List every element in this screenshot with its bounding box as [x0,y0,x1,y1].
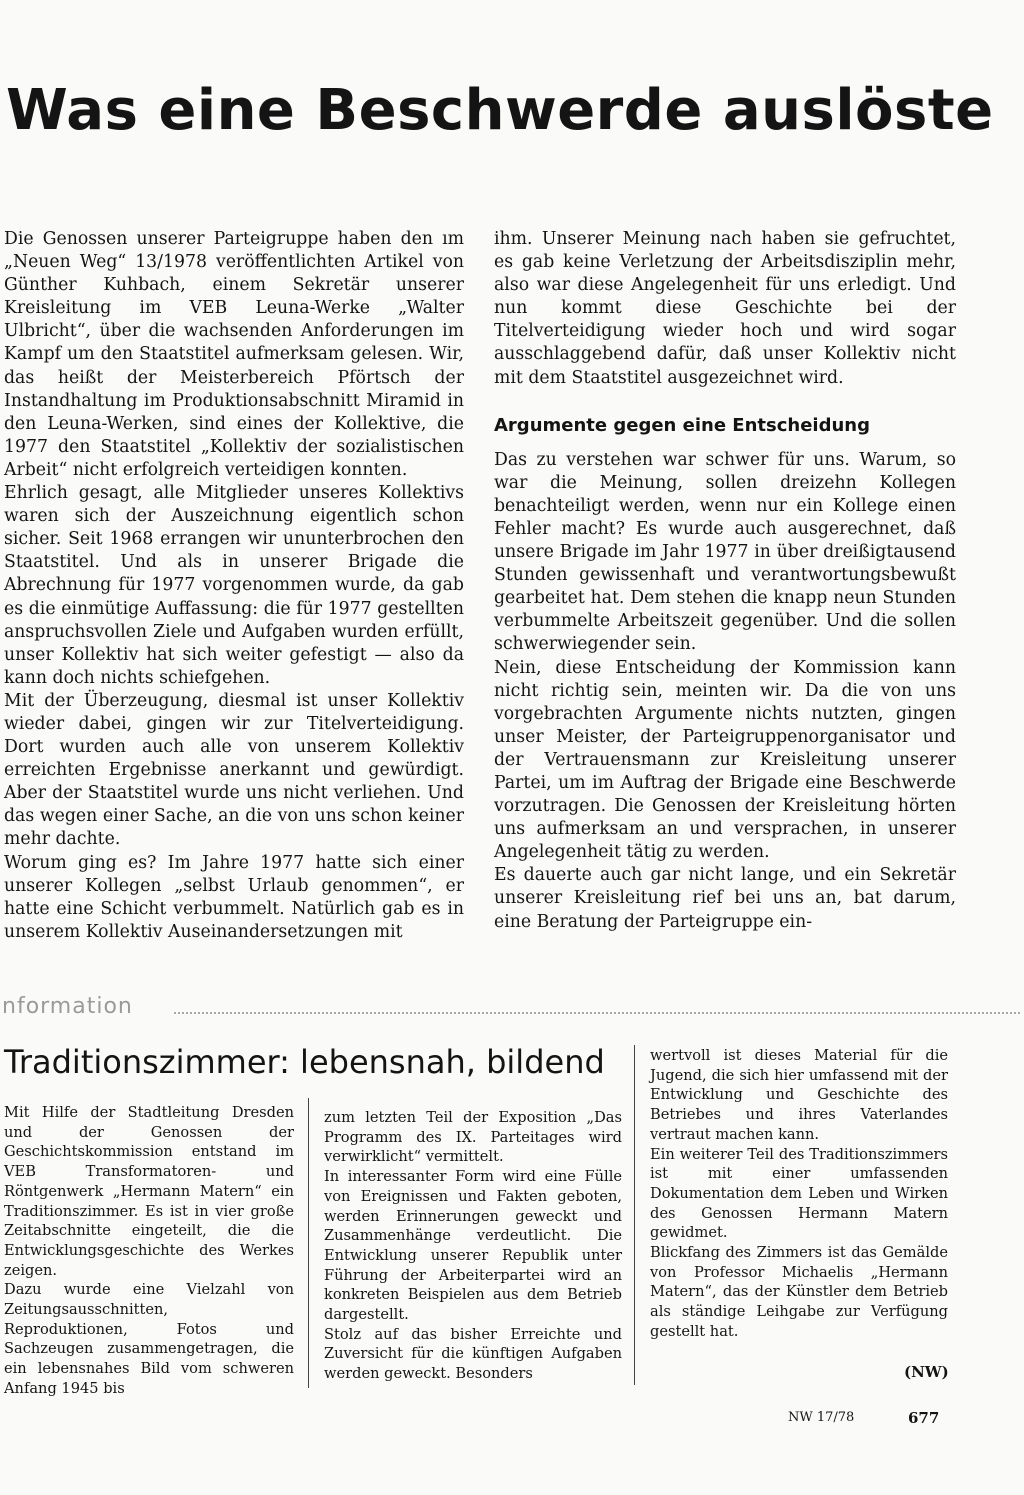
information-paragraph: In interessanter Form wird eine Fülle von Ereignissen und Fakten geboten, werden Erinnerungen geweckt und Zusammenhänge verdeutlicht. Die Entwicklung unserer Republik unter Führung der Arbeiterpartei wird an konkreten Beispielen aus dem Betrieb dargestellt. [324,1168,622,1324]
article-paragraph: ihm. Unserer Meinung nach haben sie gefruchtet, es gab keine Verletzung der Arbeitsdisziplin mehr, also war diese Angelegenheit für uns erledigt. Und nun kommt diese Geschichte bei der Titelverteidigung wieder hoch und wird sogar ausschlaggebend dafür, daß unser Kollektiv nicht mit dem Staatstitel ausgezeichnet wird. [494,229,956,388]
information-paragraph: zum letzten Teil der Exposition „Das Programm des IX. Parteitages wird verwirklicht“ vermittelt. [324,1109,622,1166]
column-rule [308,1098,309,1388]
column-rule [634,1045,635,1385]
article-paragraph: Es dauerte auch gar nicht lange, und ein Sekretär unserer Kreisleitung rief bei uns an, bat darum, eine Beratung der Parteigruppe ein- [494,865,956,932]
information-column-2 [324,1108,622,1384]
information-paragraph: Mit Hilfe der Stadtleitung Dresden und der Genossen der Geschichtskommission entstand im VEB Transformatoren- und Röntgenwerk „Hermann Matern“ ein Traditionszimmer. Es ist in vier große Zeitabschnitte eingeteilt, die die Entwicklungsgeschichte des Werkes zeigen. [4,1104,294,1279]
information-title: Traditionszimmer: lebensnah, bildend [4,1043,605,1081]
divider-line [174,1012,1020,1016]
information-column-3 [650,1046,948,1342]
issue-reference: NW 17/78 [788,1410,855,1425]
article-paragraph: Worum ging es? Im Jahre 1977 hatte sich einer unserer Kollegen „selbst Urlaub genommen“, er hatte eine Schicht verbummelt. Natürlich gab es in unserem Kollektiv Auseinandersetzungen mit [4,852,464,942]
article-column-1 [4,228,464,944]
article-paragraph: Die Genossen unserer Parteigruppe haben den ım „Neuen Weg“ 13/1978 veröffentlichten Artikel von Günther Kuhbach, einem Sekretär unserer Kreisleitung im VEB Leuna-Werke „Walter Ulbricht“, über die wachsenden Anforderungen im Kampf um den Staatstitel aufmerksam gelesen. Wir, das heißt der Meisterbereich Pförtsch der Instandhaltung im Produktionsabschnitt Miramid in den Leuna-Werken, sind eines der Kollektive, die 1977 den Staatstitel „Kollektiv der sozialistischen Arbeit“ nicht erfolgreich verteidigen konnten. [4,229,464,480]
article-paragraph: Mit der Überzeugung, diesmal ist unser Kollektiv wieder dabei, gingen wir zur Titelverteidigung. Dort wurden auch alle von unserem Kollektiv erreichten Ergebnisse anerkannt und gewürdigt. Aber der Staatstitel wurde uns nicht verliehen. Und das wegen einer Sache, an die von uns schon keiner mehr dachte. [4,690,464,850]
information-label: nformation [2,994,133,1019]
article-paragraph: Nein, diese Entscheidung der Kommission kann nicht richtig sein, meinten wir. Da die von uns vorgebrachten Argumente nichts nutzten, gingen unser Meister, der Parteigruppenorganisator und der Vertrauensmann zur Kreisleitung unserer Partei, um im Auftrag der Brigade eine Beschwerde vorzutragen. Die Genossen der Kreisleitung hörten uns aufmerksam an und versprachen, in unserer Angelegenheit tätig zu werden. [494,657,956,863]
information-column-1 [4,1103,294,1399]
page-number: 677 [908,1409,940,1427]
information-paragraph: Stolz auf das bisher Erreichte und Zuversicht für die künftigen Aufgaben werden geweckt. Besonders [324,1325,622,1383]
section-divider [2,992,1020,1022]
article-paragraph: Das zu verstehen war schwer für uns. Warum, so war die Meinung, sollen dreizehn Kollegen benachteiligt werden, wenn nur ein Kollege einen Fehler macht? Es wurde auch ausgerechnet, daß unsere Brigade im Jahr 1977 in über dreißigtausend Stunden gewissenhaft und verantwortungsbewußt gearbeitet hat. Dem stehen die knapp neun Stunden verbummelte Arbeitszeit gegenüber. Und die sollen schwerwiegender sein. [494,449,956,655]
information-paragraph: wertvoll ist dieses Material für die Jugend, die sich hier umfassend mit der Entwicklung und Geschichte des Betriebes und ihres Vaterlandes vertraut machen kann. [650,1047,948,1143]
article-paragraph: Ehrlich gesagt, alle Mitglieder unseres Kollektivs waren sich der Auszeichnung eigentlich schon sicher. Seit 1968 errangen wir ununterbrochen den Staatstitel. Und als in unserer Brigade die Abrechnung für 1977 vorgenommen wurde, da gab es die einmütige Auffassung: die für 1977 gestellten anspruchsvollen Ziele und Aufgaben wurden erfüllt, unser Kollektiv hat sich weiter gefestigt — also da kann doch nichts schiefgehen. [4,483,464,688]
information-paragraph: Dazu wurde eine Vielzahl von Zeitungsausschnitten, Reproduktionen, Fotos und Sachzeugen zusammengetragen, die ein lebensnahes Bild vom schweren Anfang 1945 bis [4,1281,294,1397]
information-paragraph: Ein weiterer Teil des Traditionszimmers ist mit einer umfassenden Dokumentation dem Leben und Wirken des Genossen Hermann Matern gewidmet. [650,1145,948,1242]
article-column-2 [494,228,956,934]
article-subheading: Argumente gegen eine Entscheidung [494,414,870,436]
information-paragraph: Blickfang des Zimmers ist das Gemälde von Professor Michaelis „Hermann Matern“, das der Künstler dem Betrieb als ständige Leihgabe zur Verfügung gestellt hat. [650,1244,948,1340]
author-initials: (NW) [904,1363,949,1381]
article-title: Was eine Beschwerde auslöste [6,78,994,143]
